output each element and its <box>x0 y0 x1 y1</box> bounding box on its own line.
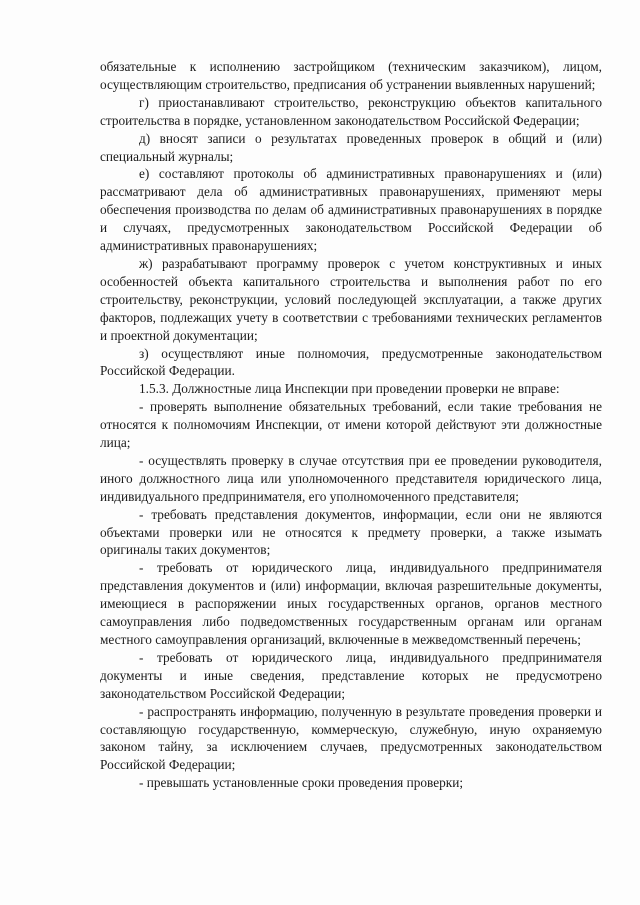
list-item-5: - требовать от юридического лица, индивидуального предпринимателя документы и иные сведения, представление которых не предусмотрено законодательством Российской Федерации; <box>100 649 602 701</box>
paragraph-item-d: д) вносят записи о результатах проведенных проверок в общий и (или) специальный журналы; <box>100 130 602 164</box>
paragraph-item-e: е) составляют протоколы об административных правонарушениях и (или) рассматривают дела об административных правонарушениях, применяют меры обеспечения производства по делам об административных правонарушениях в порядке и случаях, предусмотренных законодательством Российской Федерации об административных правонарушениях; <box>100 166 602 254</box>
list-item-7: - превышать установленные сроки проведения проверки; <box>139 775 464 791</box>
paragraph-item-g: г) приостанавливают строительство, реконструкцию объектов капитального строительства в порядке, установленном законодательством Российской Федерации; <box>100 94 602 128</box>
section-1-5-3-heading: 1.5.3. Должностные лица Инспекции при проведении проверки не вправе: <box>139 381 560 397</box>
list-item-2: - осуществлять проверку в случае отсутствия при ее проведении руководителя, иного должностного лица или уполномоченного представителя юридического лица, индивидуального предпринимателя, его уполномоченного представителя; <box>100 452 602 504</box>
list-item-4: - требовать от юридического лица, индивидуального предпринимателя представления документов и (или) информации, включая разрешительные документы, имеющиеся в распоряжении иных государственных органов, органов местного самоуправления либо подведомственных государственным органам или органам местного самоуправления организаций, включенные в межведомственный перечень; <box>100 560 602 647</box>
paragraph-item-z: з) осуществляют иные полномочия, предусмотренные законодательством Российской Федерации. <box>100 345 602 379</box>
list-item-6: - распространять информацию, полученную в результате проведения проверки и составляющую государственную, коммерческую, служебную, иную охраняемую законом тайну, за исключением случаев, предусмотренных законодательством Российской Федерации; <box>100 703 602 773</box>
paragraph-item-zh: ж) разрабатывают программу проверок с учетом конструктивных и иных особенностей объекта капитального строительства и выполнения работ по его строительству, реконструкции, условий последующей эксплуатации, а также других факторов, подлежащих учету в соответствии с требованиями технических регламентов и проектной документации; <box>100 255 602 343</box>
document-body <box>100 58 602 792</box>
list-item-1: - проверять выполнение обязательных требований, если такие требования не относятся к полномочиям Инспекции, от имени которой действуют эти должностные лица; <box>100 399 602 451</box>
paragraph-continuation: обязательные к исполнению застройщиком (техническим заказчиком), лицом, осуществляющим строительство, предписания об устранении выявленных нарушений; <box>100 59 602 92</box>
list-item-3: - требовать представления документов, информации, если они не являются объектами проверки или не относятся к предмету проверки, а также изымать оригиналы таких документов; <box>100 506 602 558</box>
